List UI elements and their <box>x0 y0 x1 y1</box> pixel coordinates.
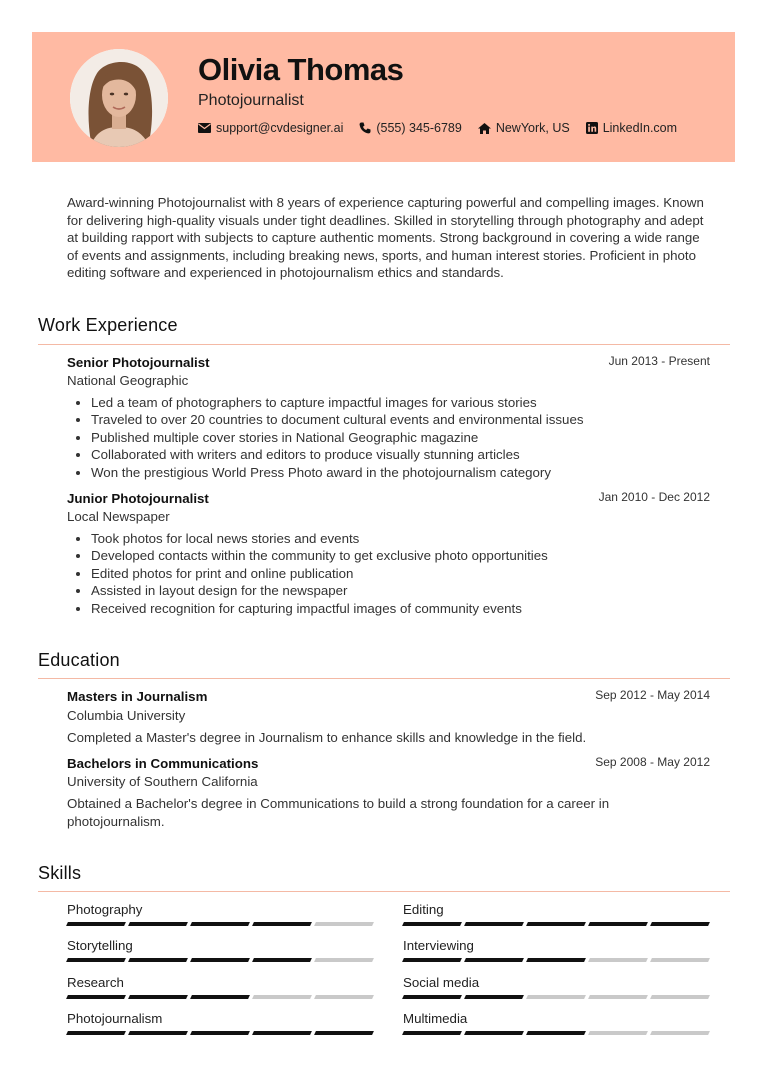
skill-segment-empty <box>314 995 374 999</box>
skill-name: Multimedia <box>403 1011 468 1026</box>
skill-segment-filled <box>402 922 462 926</box>
list-item: • Collaborated with writers and editors to produce visually stunning articles <box>91 446 584 463</box>
degree-description: Obtained a Bachelor's degree in Communications to build a strong foundation for a career in photojournalism. <box>67 796 610 829</box>
skill-item <box>403 1011 709 1035</box>
skill-segment-empty <box>588 995 648 999</box>
skill-name: Social media <box>403 975 480 990</box>
skill-segment-filled <box>66 958 126 962</box>
skill-segment-filled <box>252 958 312 962</box>
job-dates: Jun 2013 - Present <box>608 354 710 368</box>
skill-segment-empty <box>314 958 374 962</box>
list-item: • Received recognition for capturing impactful images of community events <box>91 600 548 617</box>
skill-segment-filled <box>66 922 126 926</box>
skill-level-bar <box>403 995 709 999</box>
skill-segment-filled <box>464 1031 524 1035</box>
list-item: • Won the prestigious World Press Photo award in the photojournalism category <box>91 464 584 481</box>
contact-phone[interactable] <box>359 121 461 135</box>
header-banner <box>32 32 735 162</box>
skill-segment-empty <box>526 995 586 999</box>
skill-segment-filled <box>314 1031 374 1035</box>
skill-segment-empty <box>650 1031 710 1035</box>
job-title: Junior Photojournalist <box>67 491 209 506</box>
skill-level-bar <box>67 958 373 962</box>
degree-title: Masters in Journalism <box>67 689 208 704</box>
skill-segment-empty <box>252 995 312 999</box>
degree-dates: Sep 2008 - May 2012 <box>595 755 710 769</box>
job-company: National Geographic <box>67 373 189 388</box>
list-item: • Took photos for local news stories and events <box>91 530 548 547</box>
home-icon <box>478 123 491 134</box>
avatar <box>70 49 168 147</box>
contact-linkedin-text: LinkedIn.com <box>602 121 678 135</box>
list-item: • Published multiple cover stories in National Geographic magazine <box>91 429 584 446</box>
phone-icon <box>359 122 371 134</box>
skill-segment-filled <box>588 922 648 926</box>
skill-segment-filled <box>526 922 586 926</box>
skill-segment-filled <box>128 922 188 926</box>
job-company: Local Newspaper <box>67 509 170 524</box>
skill-name: Photography <box>67 902 143 917</box>
envelope-icon <box>198 123 211 133</box>
section-title-work: Work Experience <box>38 315 178 335</box>
contact-linkedin[interactable] <box>586 121 677 135</box>
degree-description: Completed a Master's degree in Journalism to enhance skills and knowledge in the field. <box>67 730 587 745</box>
skill-segment-filled <box>190 922 250 926</box>
summary-paragraph: Award-winning Photojournalist with 8 years of experience capturing powerful and compelling images. Known for delivering high-quality visuals under tight deadlines. Skilled in storytelling through photography and adept at building rapport with subjects to capture authentic moments. Strong background in covering a wide range of events and assignments, including breaking news, sports, and human interest stories. Proficient in photo editing software and experienced in photojournalism ethics and standards. <box>67 195 704 281</box>
section-divider <box>38 344 730 345</box>
list-item: • Assisted in layout design for the newspaper <box>91 582 548 599</box>
skill-segment-filled <box>464 995 524 999</box>
skill-item <box>67 938 373 962</box>
list-item: • Developed contacts within the community to get exclusive photo opportunities <box>91 547 548 564</box>
skill-level-bar <box>403 958 709 962</box>
skill-name: Storytelling <box>67 938 133 953</box>
list-item: • Led a team of photographers to capture impactful images for various stories <box>91 394 584 411</box>
skill-name: Interviewing <box>403 938 474 953</box>
skill-segment-filled <box>66 995 126 999</box>
skill-item <box>67 1011 373 1035</box>
skill-segment-empty <box>650 958 710 962</box>
job-title: Senior Photojournalist <box>67 355 210 370</box>
skill-segment-filled <box>464 922 524 926</box>
skill-segment-filled <box>252 1031 312 1035</box>
skill-segment-filled <box>128 1031 188 1035</box>
contact-phone-text: (555) 345-6789 <box>376 121 462 135</box>
skill-name: Editing <box>403 902 444 917</box>
skill-level-bar <box>67 995 373 999</box>
school-name: University of Southern California <box>67 774 258 789</box>
candidate-title: Photojournalist <box>198 92 304 109</box>
contact-location-text: NewYork, US <box>495 121 570 135</box>
degree-title: Bachelors in Communications <box>67 756 259 771</box>
skill-segment-empty <box>588 1031 648 1035</box>
job-dates: Jan 2010 - Dec 2012 <box>598 490 710 504</box>
contact-location <box>478 121 570 135</box>
skill-segment-filled <box>252 922 312 926</box>
skill-segment-filled <box>66 1031 126 1035</box>
skill-level-bar <box>67 1031 373 1035</box>
skill-segment-empty <box>588 958 648 962</box>
skill-name: Photojournalism <box>67 1011 163 1026</box>
skill-item <box>403 938 709 962</box>
skill-segment-filled <box>128 958 188 962</box>
skill-segment-filled <box>402 1031 462 1035</box>
skill-segment-empty <box>314 922 374 926</box>
skill-segment-empty <box>650 995 710 999</box>
skill-level-bar <box>67 922 373 926</box>
section-title-education: Education <box>38 650 120 670</box>
skill-item <box>67 975 373 999</box>
candidate-name: Olivia Thomas <box>198 52 404 87</box>
skill-segment-filled <box>402 958 462 962</box>
job-bullets <box>73 394 584 481</box>
degree-dates: Sep 2012 - May 2014 <box>595 688 710 702</box>
skill-name: Research <box>67 975 124 990</box>
skill-segment-filled <box>128 995 188 999</box>
contact-email[interactable] <box>198 121 343 135</box>
school-name: Columbia University <box>67 708 186 723</box>
skill-segment-filled <box>464 958 524 962</box>
contact-email-text: support@cvdesigner.ai <box>216 121 344 135</box>
skill-segment-filled <box>190 958 250 962</box>
skill-segment-filled <box>190 1031 250 1035</box>
contact-row <box>198 121 693 135</box>
section-divider <box>38 891 730 892</box>
job-bullets <box>73 530 548 617</box>
section-title-skills: Skills <box>38 863 82 883</box>
section-divider <box>38 678 730 679</box>
skill-segment-filled <box>526 1031 586 1035</box>
skill-item <box>403 902 709 926</box>
profile-photo <box>70 49 168 147</box>
linkedin-icon <box>586 122 598 134</box>
skill-item <box>403 975 709 999</box>
skill-segment-filled <box>402 995 462 999</box>
skill-segment-filled <box>526 958 586 962</box>
skill-item <box>67 902 373 926</box>
list-item: • Edited photos for print and online publication <box>91 565 548 582</box>
skill-segment-filled <box>190 995 250 999</box>
list-item: • Traveled to over 20 countries to document cultural events and environmental issues <box>91 411 584 428</box>
skill-level-bar <box>403 1031 709 1035</box>
skill-level-bar <box>403 922 709 926</box>
skill-segment-filled <box>650 922 710 926</box>
